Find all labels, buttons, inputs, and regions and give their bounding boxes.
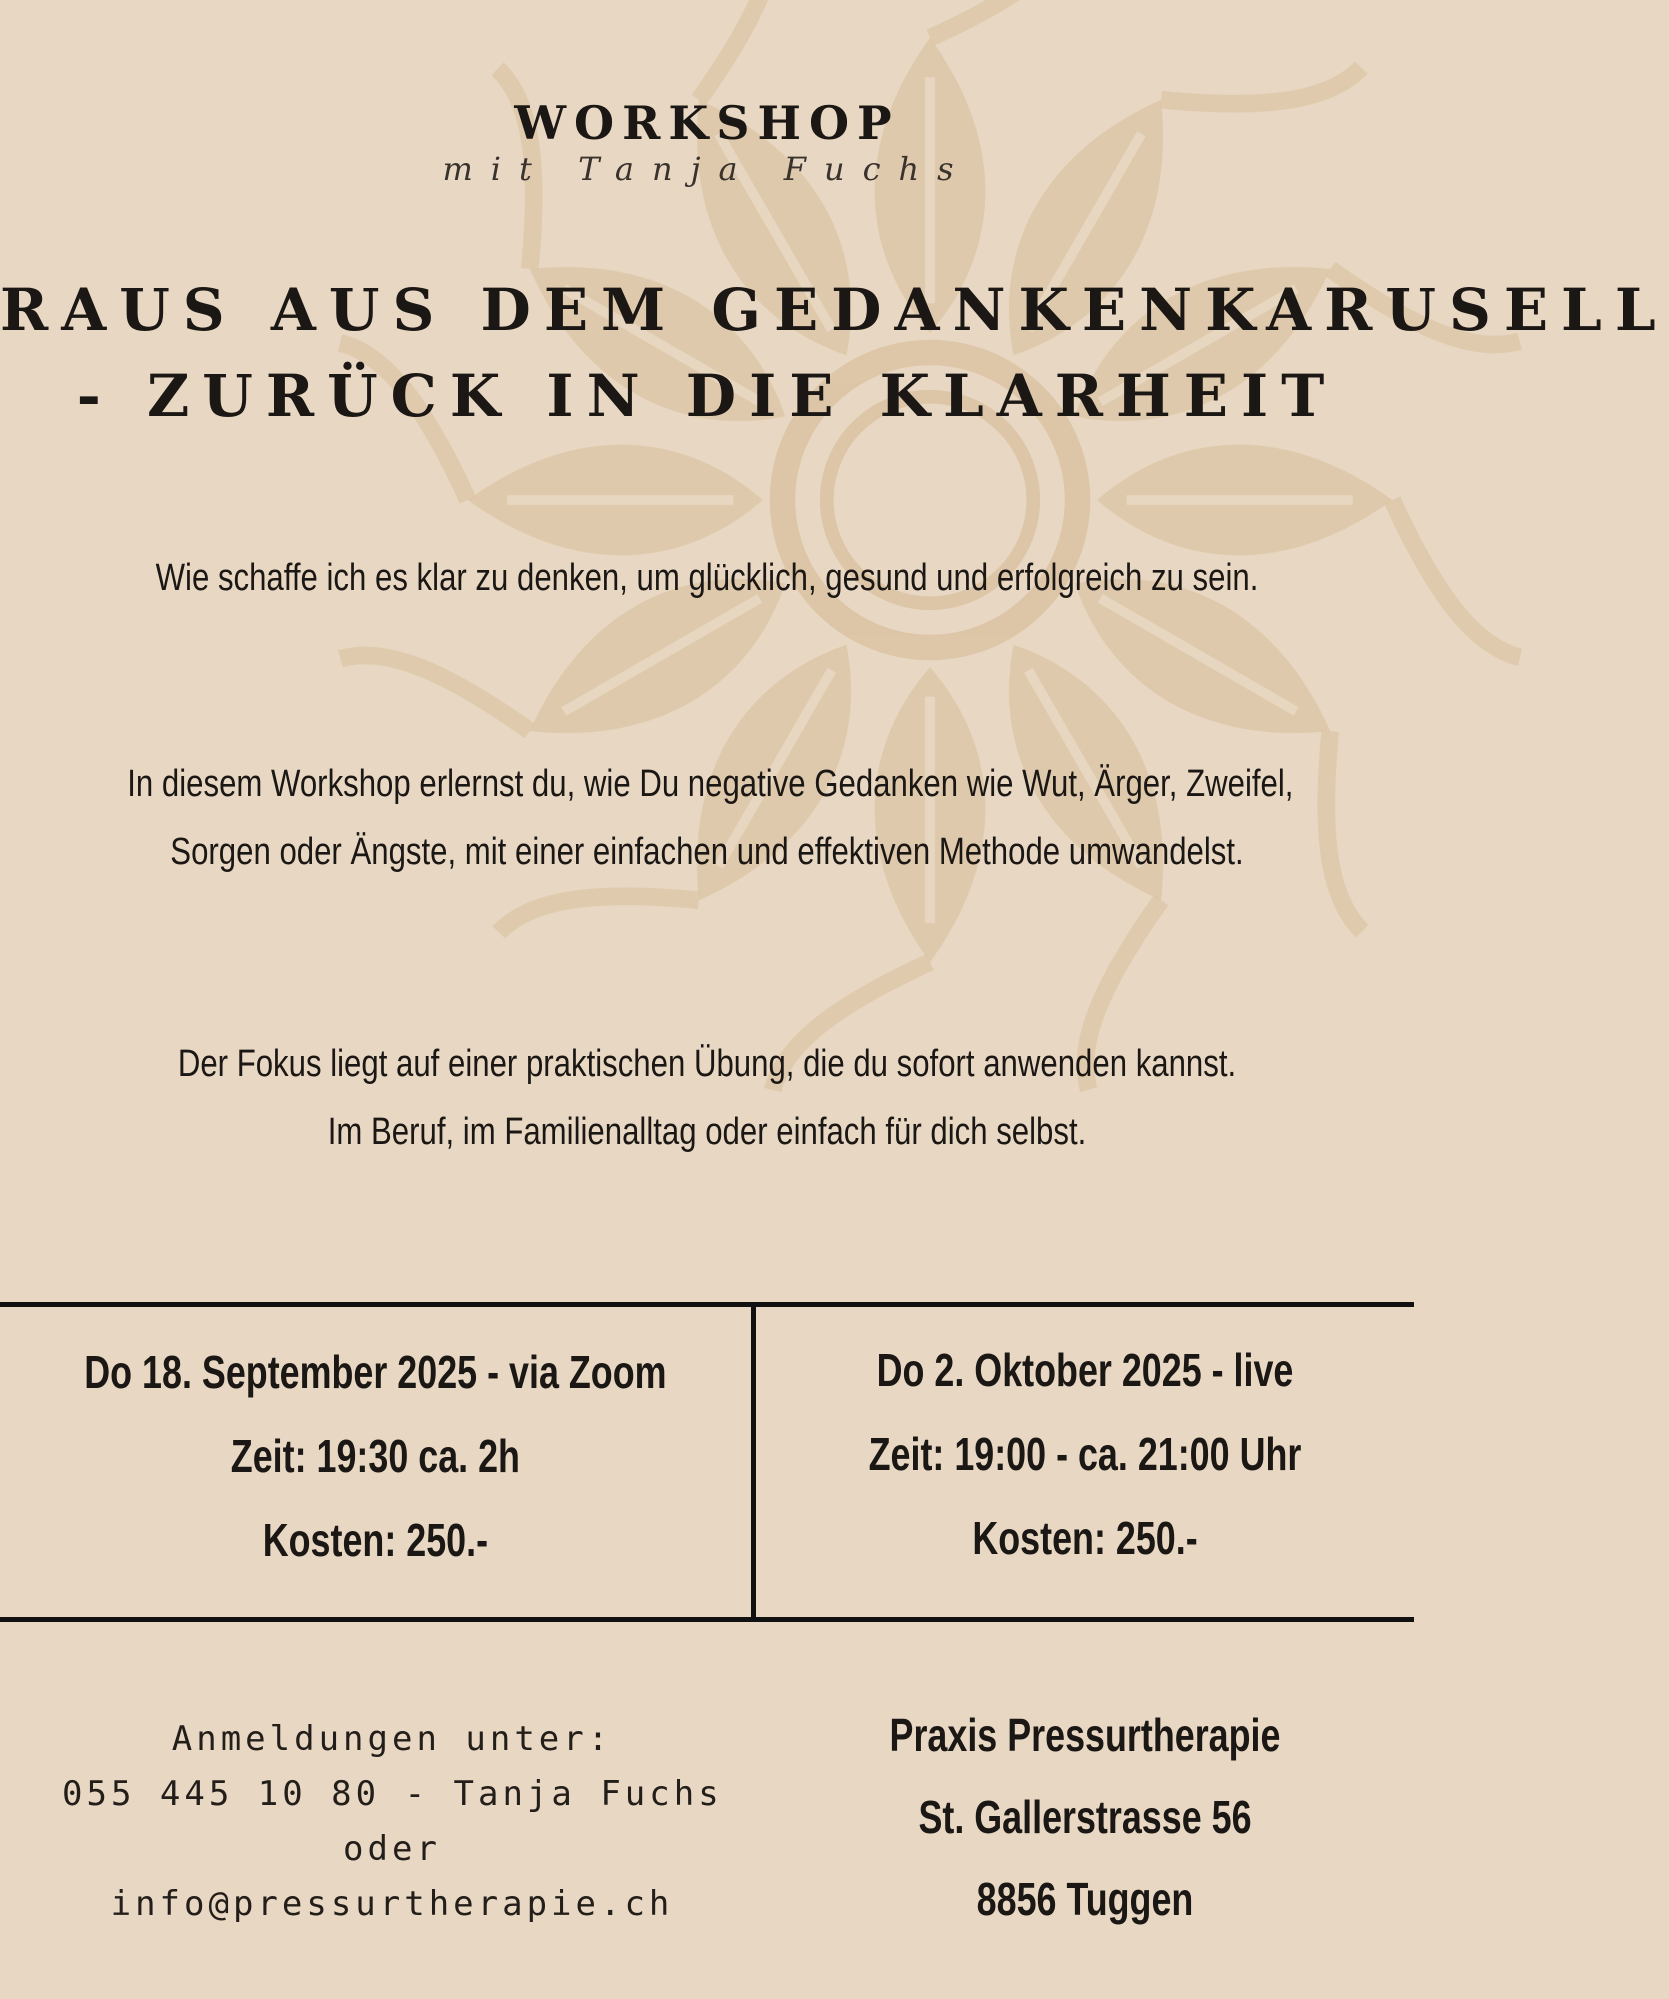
workshop-kicker: WORKSHOP <box>514 96 900 150</box>
event-date: Do 18. September 2025 - via Zoom <box>84 1346 667 1398</box>
event-time: Zeit: 19:30 ca. 2h <box>230 1430 520 1482</box>
date-cell-zoom <box>83 1330 669 1582</box>
city-address: 8856 Tuggen <box>976 1873 1194 1925</box>
event-date: Do 2. Oktober 2025 - live <box>876 1344 1294 1396</box>
practice-name: Praxis Pressurtherapie <box>889 1709 1281 1761</box>
table-bottom-rule <box>0 1617 1414 1622</box>
registration-block <box>62 1712 722 1932</box>
title-line-2: - ZURÜCK IN DIE KLARHEIT <box>76 362 1338 430</box>
event-time: Zeit: 19:00 - ca. 21:00 Uhr <box>868 1428 1302 1480</box>
registration-or: oder <box>343 1829 441 1869</box>
focus-text <box>127 1030 1286 1166</box>
date-cell-live <box>828 1328 1341 1580</box>
event-cost: Kosten: 250.- <box>972 1512 1198 1564</box>
title-line-1: RAUS AUS DEM GEDANKENKARUSELL <box>0 276 1669 344</box>
focus-line-2: Im Beruf, im Familienalltag oder einfach für dich selbst. <box>327 1111 1087 1153</box>
table-top-rule <box>0 1302 1414 1307</box>
host-byline: mit Tanja Fuchs <box>442 150 972 188</box>
event-cost: Kosten: 250.- <box>262 1514 489 1566</box>
description-line-2: Sorgen oder Ängste, mit einer einfachen und effektiven Methode umwandelst. <box>170 831 1244 873</box>
street-address: St. Gallerstrasse 56 <box>918 1791 1252 1843</box>
focus-line-1: Der Fokus liegt auf einer praktischen Übung, die du sofort anwenden kannst. <box>177 1043 1237 1085</box>
email-contact[interactable]: info@pressurtherapie.ch <box>110 1884 674 1924</box>
description-line-1: In diesem Workshop erlernst du, wie Du negative Gedanken wie Wut, Ärger, Zweifel, <box>127 763 1294 805</box>
description-text <box>127 750 1294 886</box>
address-block <box>828 1694 1341 1940</box>
registration-label: Anmeldungen unter: <box>171 1719 613 1759</box>
intro-text: Wie schaffe ich es klar zu denken, um glücklich, gesund und erfolgreich zu sein. <box>155 557 1259 599</box>
table-column-divider <box>751 1302 756 1620</box>
phone-contact[interactable]: 055 445 10 80 - Tanja Fuchs <box>62 1774 723 1814</box>
